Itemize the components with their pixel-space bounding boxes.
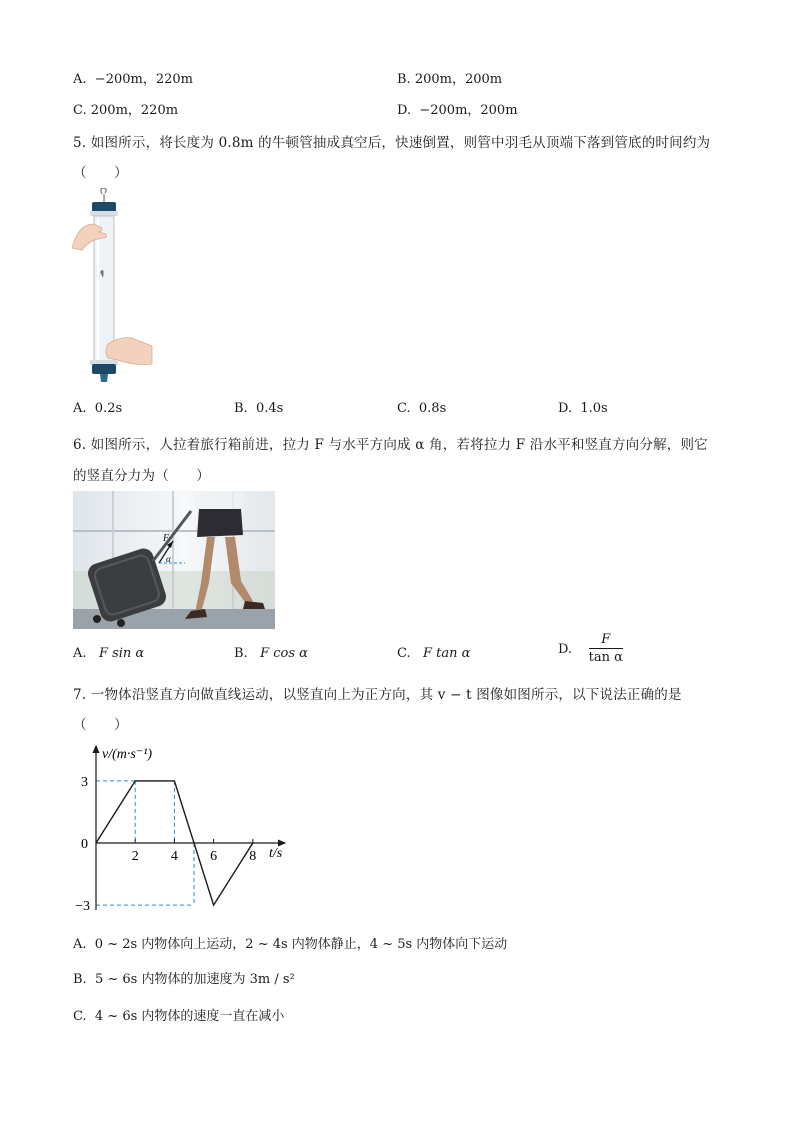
q6-option-d: D. $\frac{F}{\text{tan α}}$ xyxy=(558,632,623,666)
vt-graph xyxy=(70,738,300,918)
y-axis-label: v/(m·s⁻¹) xyxy=(102,747,153,762)
q4-option-c: C. 200m，220m xyxy=(73,103,179,118)
q6-option-a: A. F sin α xyxy=(73,646,145,661)
x-tick-6: 6 xyxy=(210,849,218,864)
x-axis-label: t/s xyxy=(269,846,283,861)
suitcase-photo xyxy=(73,491,275,629)
y-tick-neg3: −3 xyxy=(75,899,90,915)
q4-option-b: B. 200m，200m xyxy=(397,72,503,87)
newton-tube-figure xyxy=(72,188,154,390)
q6-option-d-fraction: $\frac{F}{\text{tan α}}$ xyxy=(588,632,623,666)
q7-option-a: A. 0 ~ 2s 内物体向上运动，2 ~ 4s 内物体静止，4 ~ 5s 内物体向下运动 xyxy=(73,937,508,952)
y-tick-0: 0 xyxy=(81,837,88,852)
q4-option-d: D. −200m，200m xyxy=(397,103,518,118)
angle-alpha-label: α xyxy=(166,554,171,564)
force-f-label: F xyxy=(163,533,170,544)
q7-stem-line1: 7. 一物体沿竖直方向做直线运动，以竖直向上为正方向，其 v − t 图像如图所示，以下说法正确的是 xyxy=(73,687,682,703)
x-tick-8: 8 xyxy=(249,849,257,864)
q7-option-c: C. 4 ~ 6s 内物体的速度一直在减小 xyxy=(73,1009,285,1024)
q5-option-c: C. 0.8s xyxy=(397,401,447,416)
q6-stem-line2: 的竖直分力为（ ） xyxy=(73,468,210,484)
y-tick-3: 3 xyxy=(81,774,88,790)
q5-option-b: B. 0.4s xyxy=(234,401,284,416)
q7-option-b: B. 5 ~ 6s 内物体的加速度为 3m / s² xyxy=(73,972,295,987)
q6-option-b: B. F cos α xyxy=(234,646,308,661)
q6-stem-line1: 6. 如图所示，人拉着旅行箱前进，拉力 F 与水平方向成 α 角，若将拉力 F 沿水平和竖直方向分解，则它 xyxy=(73,437,708,453)
q5-stem-line1: 5. 如图所示，将长度为 0.8m 的牛顿管抽成真空后，快速倒置，则管中羽毛从顶端下落到管底的时间约为 xyxy=(73,135,711,151)
q5-option-a: A. 0.2s xyxy=(73,401,123,416)
x-tick-4: 4 xyxy=(170,849,178,864)
q5-option-d: D. 1.0s xyxy=(558,401,608,416)
q4-option-a: A. −200m，220m xyxy=(73,72,193,87)
q5-stem-line2: （ ） xyxy=(73,165,128,181)
x-tick-2: 2 xyxy=(131,849,139,864)
q6-option-c: C. F tan α xyxy=(397,646,471,661)
q7-stem-line2: （ ） xyxy=(73,717,128,733)
